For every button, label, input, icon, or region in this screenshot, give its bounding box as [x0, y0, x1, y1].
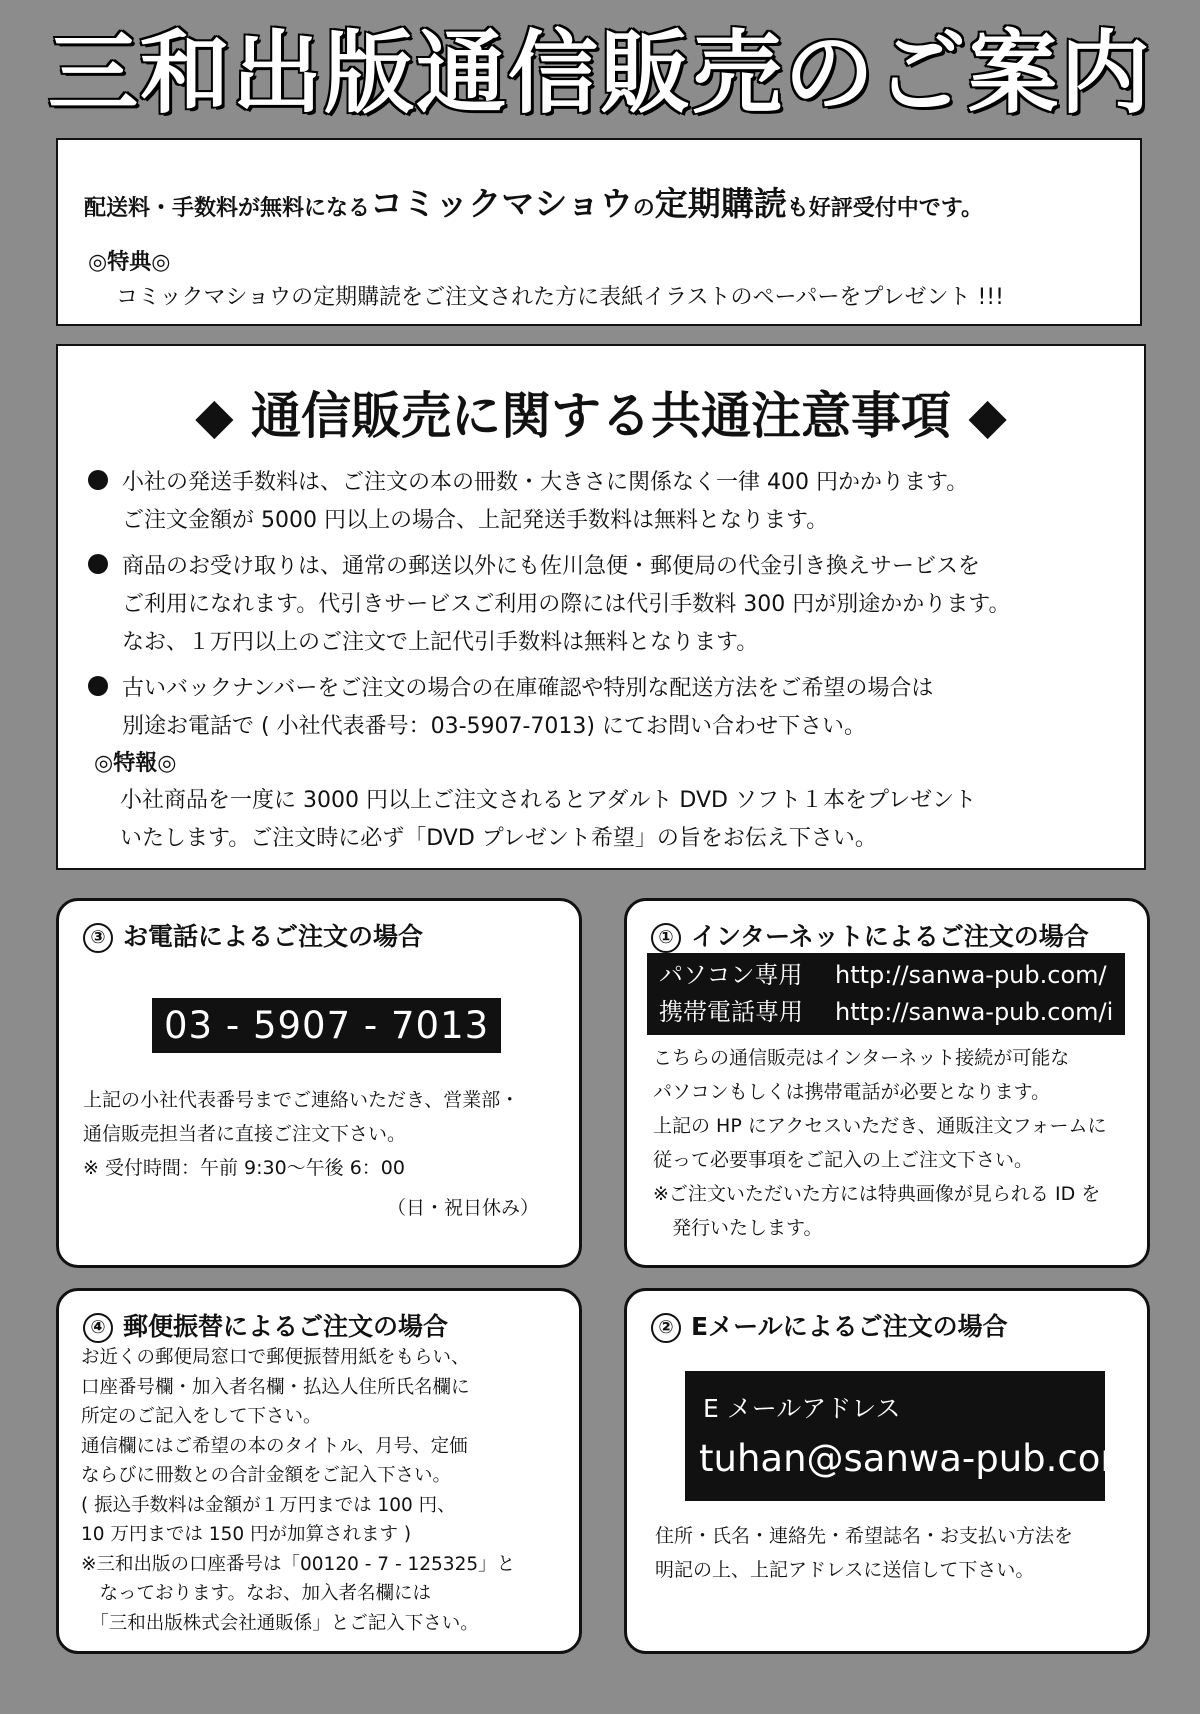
internet-order-body	[653, 1041, 1107, 1245]
internet-order-title	[651, 917, 1089, 953]
tokuho-label: ◎特報◎	[94, 751, 177, 776]
mobile-url-label: 携帯電話専用	[659, 998, 803, 1026]
postal-order-line: お近くの郵便局窓口で郵便振替用紙をもらい、	[81, 1347, 470, 1368]
postal-order-line: ※三和出版の口座番号は「00120 - 7 - 125325」と	[81, 1553, 516, 1575]
postal-order-box	[56, 1288, 582, 1654]
internet-order-box	[624, 898, 1150, 1268]
internet-order-line: ※ご注文いただいた方には特典画像が見られる ID を	[653, 1183, 1101, 1205]
internet-order-line: 従って必要事項をご記入の上ご注文下さい。	[653, 1149, 1034, 1171]
internet-order-line: パソコンもしくは携帯電話が必要となります。	[653, 1081, 1051, 1103]
notice-heading: ◆ 通信販売に関する共通注意事項 ◆	[195, 387, 1007, 445]
tokuho-line: いたします。ご注文時に必ず「DVD プレゼント希望」の旨をお伝え下さい。	[120, 826, 877, 851]
phone-order-body	[83, 1083, 519, 1185]
postal-order-line: 「三和出版株式会社通販係」とご記入下さい。	[81, 1612, 479, 1634]
subscription-mid-text: の	[632, 196, 655, 221]
internet-order-line: こちらの通信販売はインターネット接続が可能な	[653, 1047, 1070, 1069]
url-panel	[647, 953, 1125, 1035]
phone-order-line: 上記の小社代表番号までご連絡いただき、営業部・	[83, 1089, 520, 1111]
postal-order-title	[83, 1307, 448, 1343]
postal-order-title-text: 郵便振替によるご注文の場合	[123, 1312, 449, 1341]
tokuten-label: ◎特典◎	[88, 250, 171, 275]
email-order-line: 住所・氏名・連絡先・希望誌名・お支払い方法を	[655, 1525, 1074, 1547]
postal-order-line: 10 万円までは 150 円が加算されます )	[81, 1524, 412, 1545]
phone-order-title-text: お電話によるご注文の場合	[123, 922, 424, 951]
internet-order-line: 発行いたします。	[653, 1217, 823, 1239]
circled-number-2-icon: ②	[651, 1313, 681, 1343]
bullet-dot-icon	[88, 554, 108, 574]
internet-order-line: 上記の HP にアクセスいただき、通販注文フォームに	[653, 1115, 1107, 1137]
pc-url-row	[659, 957, 1113, 994]
subscription-box	[56, 138, 1142, 326]
phone-order-line: ※ 受付時間：午前 9:30〜午後 6：00	[83, 1157, 405, 1179]
phone-order-box	[56, 898, 582, 1268]
tokuten-text: コミックマショウの定期購読をご注文された方に表紙イラストのペーパーをプレゼント !!!	[116, 285, 1004, 310]
postal-order-line: 通信欄にはご希望の本のタイトル、月号、定価	[81, 1435, 468, 1457]
internet-order-title-text: インターネットによるご注文の場合	[691, 922, 1089, 951]
notice-line: なお、１万円以上のご注文で上記代引手数料は無料となります。	[122, 630, 759, 655]
postal-order-line: ( 振込手数料は金額が１万円までは 100 円、	[81, 1494, 456, 1516]
mobile-url-link[interactable]: http://sanwa-pub.com/i	[835, 998, 1114, 1026]
magazine-name: コミックマショウ	[370, 184, 633, 223]
phone-order-title	[83, 917, 423, 953]
email-address-link[interactable]: tuhan@sanwa-pub.com	[699, 1437, 1137, 1480]
email-order-body	[655, 1519, 1073, 1587]
tokuho-text	[120, 782, 976, 858]
regular-subscription-text: 定期購読	[654, 184, 787, 223]
circled-number-3-icon: ③	[83, 923, 113, 953]
notice-bullet-list	[88, 464, 1128, 754]
phone-number[interactable]: 03 - 5907 - 7013	[152, 998, 501, 1053]
notice-line: 小社の発送手数料は、ご注文の本の冊数・大きさに関係なく一律 400 円かかります。	[122, 470, 969, 495]
phone-order-line: 通信販売担当者に直接ご注文下さい。	[83, 1123, 407, 1145]
bullet-dot-icon	[88, 470, 108, 490]
notice-bullet	[88, 464, 1128, 540]
bullet-dot-icon	[88, 676, 108, 696]
email-order-title	[651, 1307, 1008, 1343]
subscription-headline	[84, 178, 983, 225]
email-order-title-text: Eメールによるご注文の場合	[691, 1312, 1008, 1341]
circled-number-4-icon: ④	[83, 1313, 113, 1343]
notice-bullet	[88, 548, 1128, 662]
postal-order-line: 所定のご記入をして下さい。	[81, 1406, 322, 1427]
postal-order-line: なっております。なお、加入者名欄には	[81, 1583, 432, 1604]
email-address-label: E メールアドレス	[703, 1394, 901, 1423]
mobile-url-row	[659, 994, 1113, 1031]
phone-closed-days: （日・祝日休み）	[386, 1197, 539, 1219]
common-notice-box	[56, 344, 1146, 870]
page-title: 三和出版通信販売のご案内	[48, 20, 1152, 126]
notice-line: 別途お電話で ( 小社代表番号：03-5907-7013) にてお問い合わせ下さい。	[122, 714, 866, 739]
notice-line: 商品のお受け取りは、通常の郵送以外にも佐川急便・郵便局の代金引き換えサービスを	[122, 554, 981, 579]
postal-order-body	[81, 1343, 515, 1638]
email-order-line: 明記の上、上記アドレスに送信して下さい。	[655, 1559, 1035, 1581]
tokuho-line: 小社商品を一度に 3000 円以上ご注文されるとアダルト DVD ソフト１本をプレゼント	[120, 788, 977, 813]
notice-line: ご注文金額が 5000 円以上の場合、上記発送手数料は無料となります。	[122, 508, 829, 533]
notice-bullet	[88, 670, 1128, 746]
pc-url-link[interactable]: http://sanwa-pub.com/	[835, 961, 1107, 989]
postal-order-line: 口座番号欄・加入者名欄・払込人住所氏名欄に	[81, 1376, 470, 1398]
subscription-pre-text: 配送料・手数料が無料になる	[84, 196, 371, 221]
email-order-box	[624, 1288, 1150, 1654]
postal-order-line: ならびに冊数との合計金額をご記入下さい。	[81, 1465, 452, 1486]
notice-line: 古いバックナンバーをご注文の場合の在庫確認や特別な配送方法をご希望の場合は	[122, 676, 934, 701]
circled-number-1-icon: ①	[651, 923, 681, 953]
email-address-panel	[685, 1371, 1137, 1501]
pc-url-label: パソコン専用	[659, 961, 803, 989]
notice-line: ご利用になれます。代引きサービスご利用の際には代引手数料 300 円が別途かかります。	[122, 592, 1011, 617]
subscription-post-text: も好評受付中です。	[786, 196, 983, 221]
